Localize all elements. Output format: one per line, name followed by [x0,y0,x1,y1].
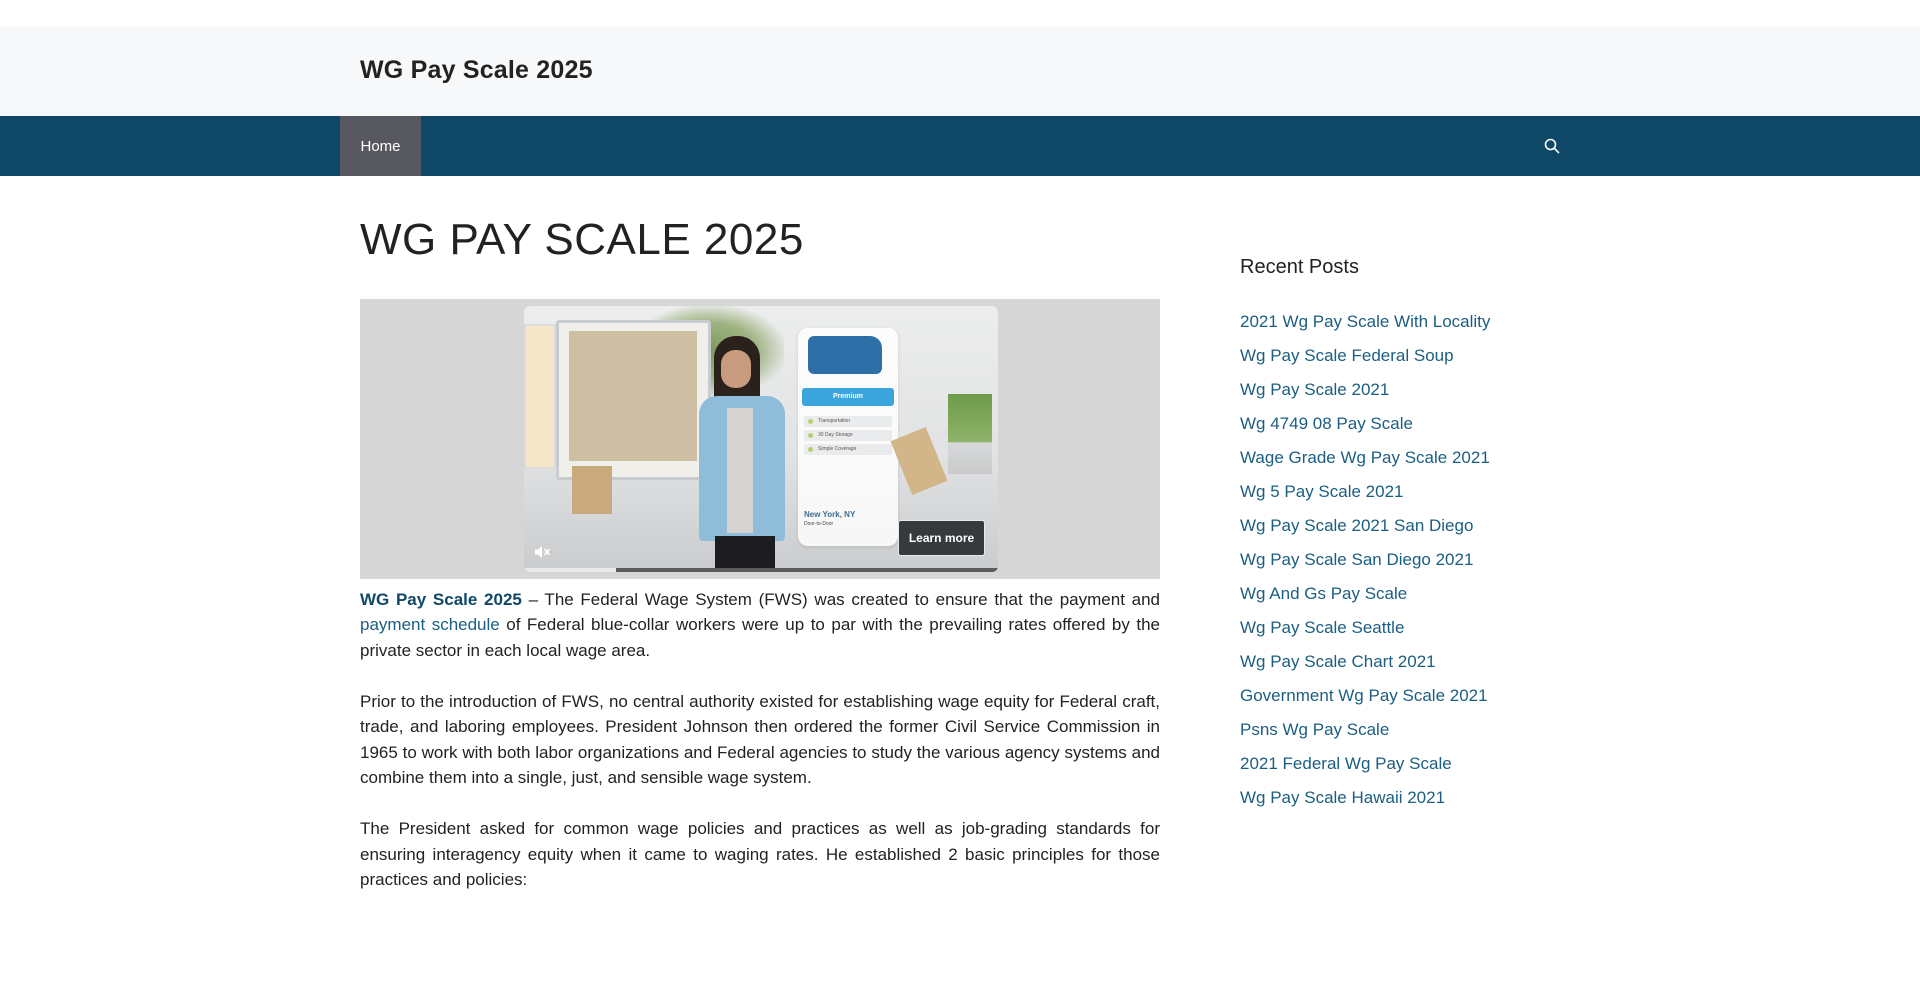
ad-person-image [689,336,789,572]
ad-truck-door-image [524,324,556,469]
list-item [1240,781,1560,815]
list-item [1240,543,1560,577]
page-title: WG PAY SCALE 2025 [360,215,804,264]
ad-option: Simple Coverage [804,444,892,455]
list-item [1240,577,1560,611]
payment-schedule-link[interactable]: payment schedule [360,615,500,635]
recent-post-link[interactable]: Wg Pay Scale San Diego 2021 [1240,550,1474,569]
list-item [1240,441,1560,475]
article-body [360,587,1160,893]
recent-post-link[interactable]: 2021 Wg Pay Scale With Locality [1240,312,1491,331]
ad-city-sub: Door-to-Door [804,520,834,527]
article-paragraph: Prior to the introduction of FWS, no central authority existed for establishing wage equity for Federal craft, trade, and laboring employees. President Johnson then ordered the former Civil Service Commission in 1965 to work with both labor organizations and Federal agencies to study the various agency systems and combine them into a single, just, and sensible wage system. [360,691,1160,788]
ad-option: 30 Day Storage [804,430,892,441]
post-title-link[interactable]: WG Pay Scale 2025 [360,589,522,609]
recent-post-link[interactable]: Government Wg Pay Scale 2021 [1240,686,1488,705]
list-item [1240,713,1560,747]
paragraph-text: – The Federal Wage System (FWS) was created to ensure that the payment and [521,589,1160,609]
site-header [0,26,1920,116]
recent-post-link[interactable]: Wg 5 Pay Scale 2021 [1240,482,1404,501]
list-item [1240,679,1560,713]
recent-post-link[interactable]: 2021 Federal Wg Pay Scale [1240,754,1452,773]
list-item [1240,475,1560,509]
ad-premium-badge: Premium [802,388,894,406]
list-item [1240,747,1560,781]
list-item [1240,407,1560,441]
recent-post-link[interactable]: Wg Pay Scale Chart 2021 [1240,652,1436,671]
paragraph-text: of Federal blue-collar workers were up to par with the prevailing rates offered by the private sector in each local wage area. [360,615,1160,660]
ad-box-image [572,466,612,514]
recent-post-link[interactable]: Wg Pay Scale 2021 [1240,380,1390,399]
nav-item-home[interactable]: Home [340,116,421,176]
article-paragraph: The President asked for common wage policies and practices as well as job-grading standards for ensuring interagency equity when it came to waging rates. He established 2 basic principles for those practices and policies: [360,819,1160,890]
recent-post-link[interactable]: Wg Pay Scale 2021 San Diego [1240,516,1474,535]
list-item [1240,373,1560,407]
search-icon [1544,138,1560,154]
recent-post-link[interactable]: Wg Pay Scale Hawaii 2021 [1240,788,1446,807]
list-item [1240,611,1560,645]
video-ad-container [360,299,1160,579]
recent-post-link[interactable]: Wg Pay Scale Seattle [1240,618,1405,637]
recent-post-link[interactable]: Psns Wg Pay Scale [1240,720,1390,739]
main-navigation [0,116,1920,176]
ad-hand-truck-image [891,427,948,495]
site-title-link[interactable]: WG Pay Scale 2025 [360,56,593,84]
top-strip [0,0,1920,26]
list-item [1240,509,1560,543]
recent-posts-list [1240,305,1560,815]
list-item [1240,305,1560,339]
ad-phone-card [798,328,898,546]
muted-speaker-icon [532,542,552,562]
sidebar [1240,256,1560,815]
article-paragraph [360,587,1160,664]
ad-trailer-image [808,336,882,374]
recent-post-link[interactable]: Wg 4749 08 Pay Scale [1240,414,1413,433]
ad-truck-image [556,320,711,480]
ad-option: Transportation [804,416,892,427]
ad-plant-image [948,394,992,474]
video-ad-player[interactable] [524,306,998,572]
video-progress-fill [524,568,616,572]
list-item [1240,645,1560,679]
learn-more-button[interactable]: Learn more [898,520,985,556]
mute-toggle-button[interactable] [532,542,552,562]
recent-post-link[interactable]: Wg Pay Scale Federal Soup [1240,346,1454,365]
recent-post-link[interactable]: Wage Grade Wg Pay Scale 2021 [1240,448,1490,467]
main-content [360,214,1160,918]
video-progress-bar[interactable] [524,568,998,572]
ad-city: New York, NY [804,509,856,519]
list-item [1240,339,1560,373]
recent-posts-title: Recent Posts [1240,256,1359,278]
search-button[interactable] [1540,134,1564,158]
recent-post-link[interactable]: Wg And Gs Pay Scale [1240,584,1408,603]
